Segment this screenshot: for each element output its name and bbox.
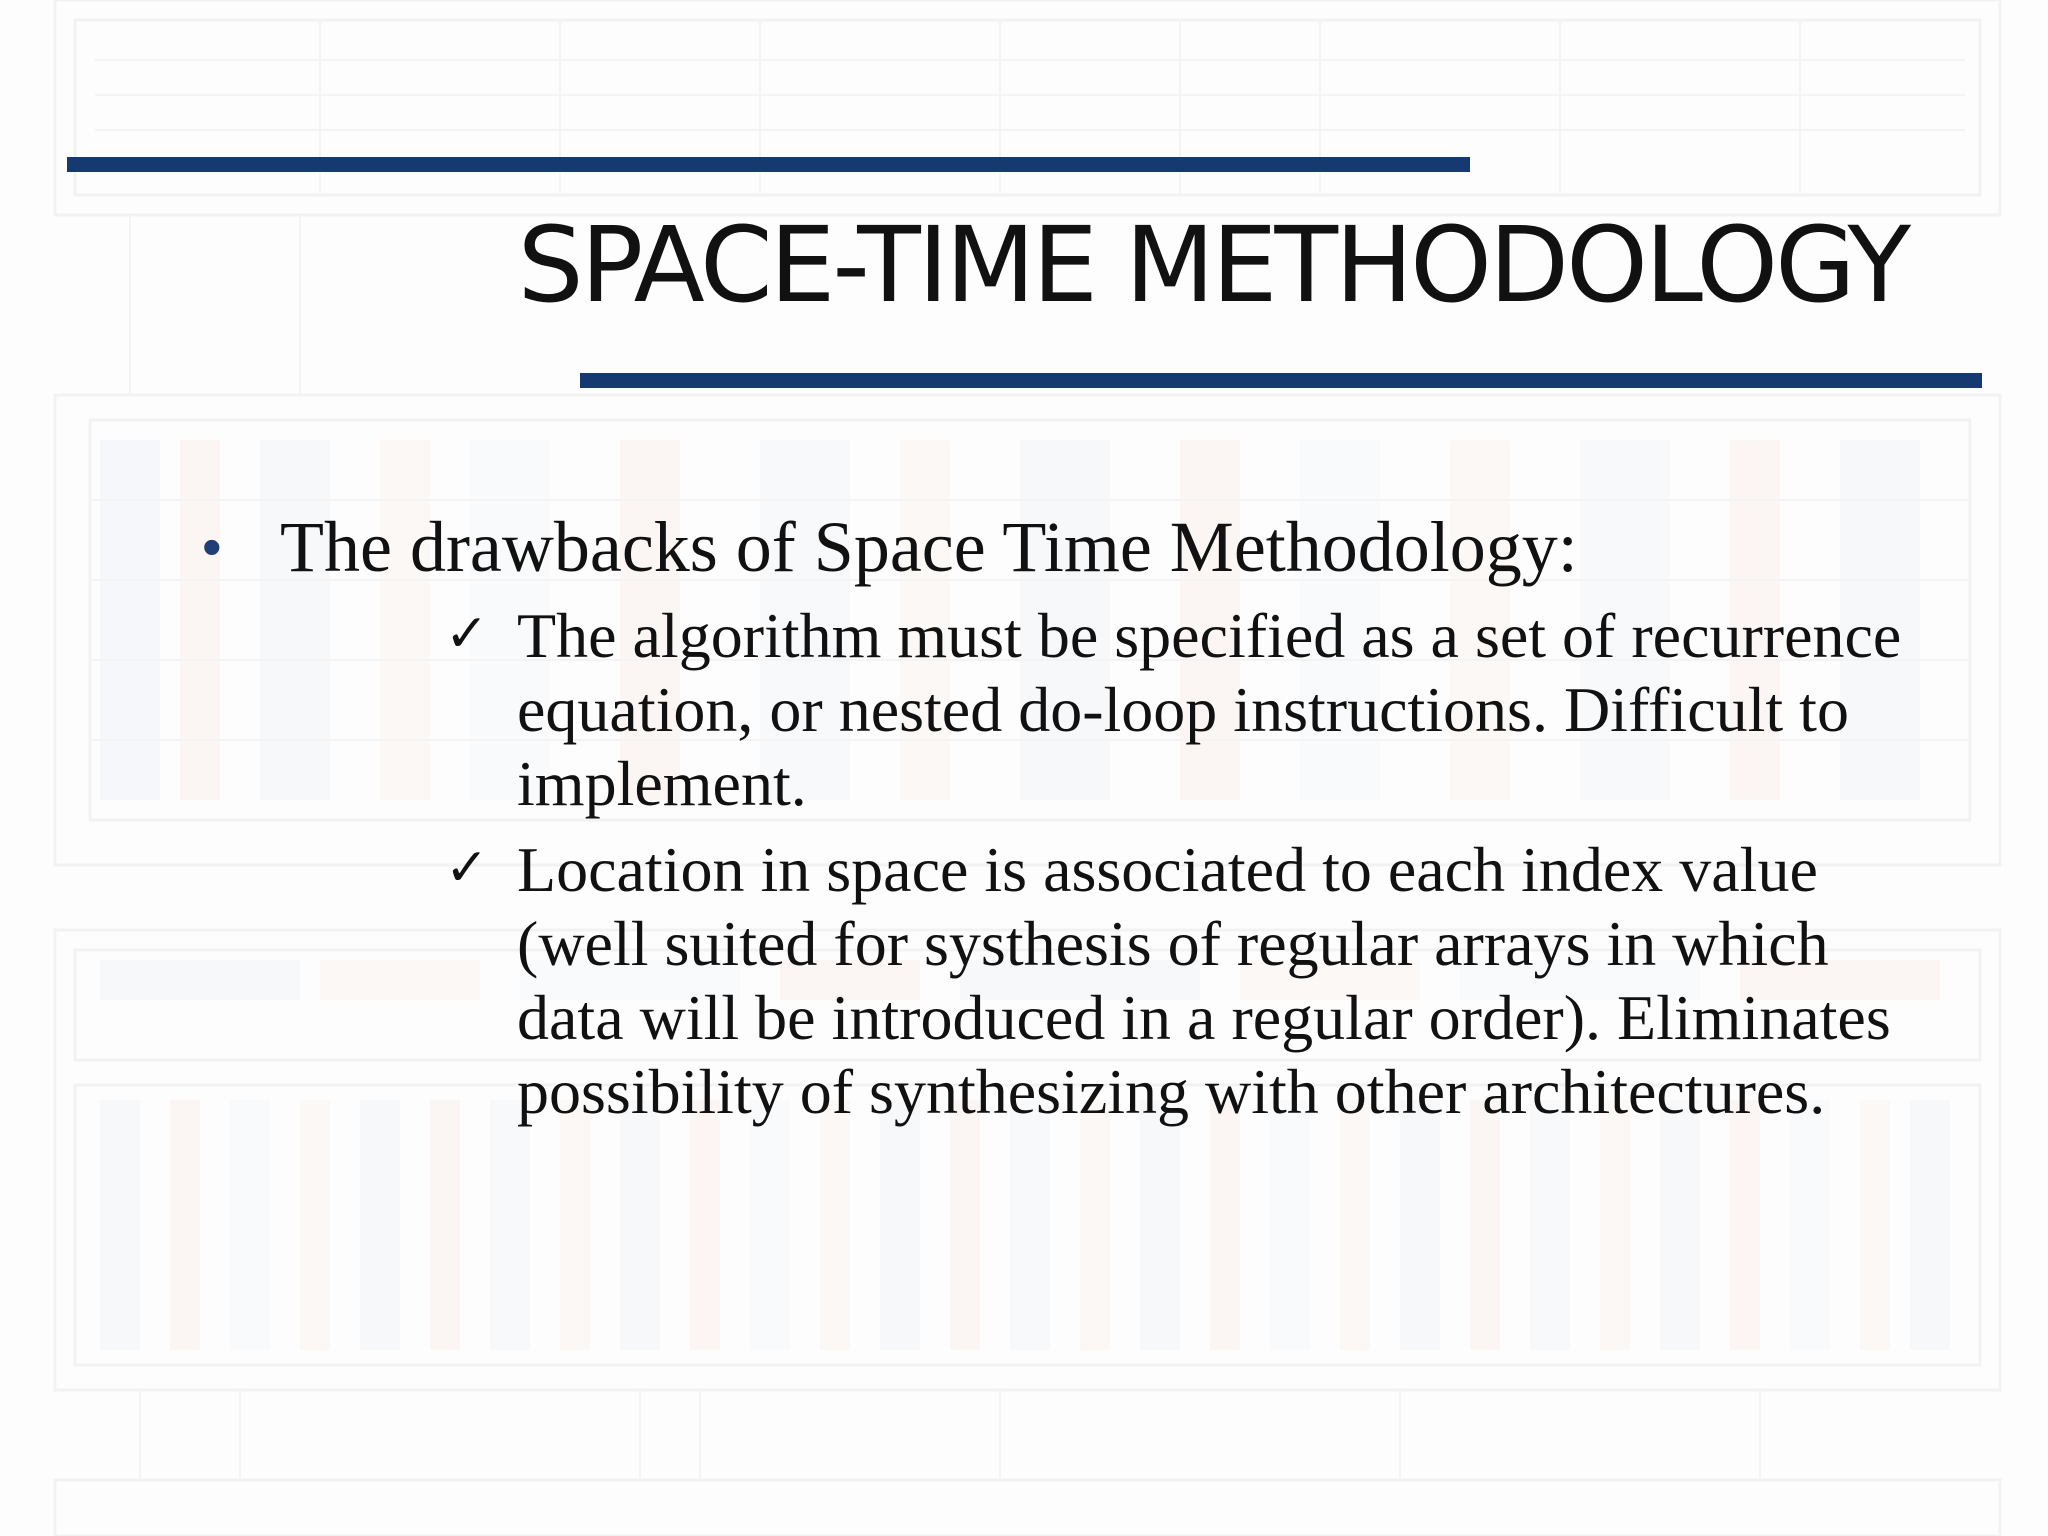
subpoint-text: Location in space is associated to each index value (well suited for systhesis of regular arrays in which data will be introduced in a regular order). Eliminates possibility of synthesizing with other architectures.: [517, 834, 1891, 1127]
checkmark-icon: ✓: [445, 838, 489, 898]
subpoint-2: [445, 833, 1920, 1129]
checkmark-icon: ✓: [445, 604, 489, 664]
top-rule: [67, 157, 1470, 172]
bullet-item: [200, 505, 1920, 589]
bullet-dot-icon: •: [202, 515, 222, 578]
subpoint-1: [445, 599, 1920, 821]
slide-title: SPACE-TIME METHODOLOGY: [517, 204, 1908, 326]
slide-content: [200, 505, 1920, 1129]
bottom-rule: [580, 373, 1982, 388]
bullet-text: The drawbacks of Space Time Methodology:: [280, 507, 1578, 587]
subpoint-text: The algorithm must be specified as a set of recurrence equation, or nested do-loop instructions. Difficult to implement.: [517, 600, 1902, 819]
